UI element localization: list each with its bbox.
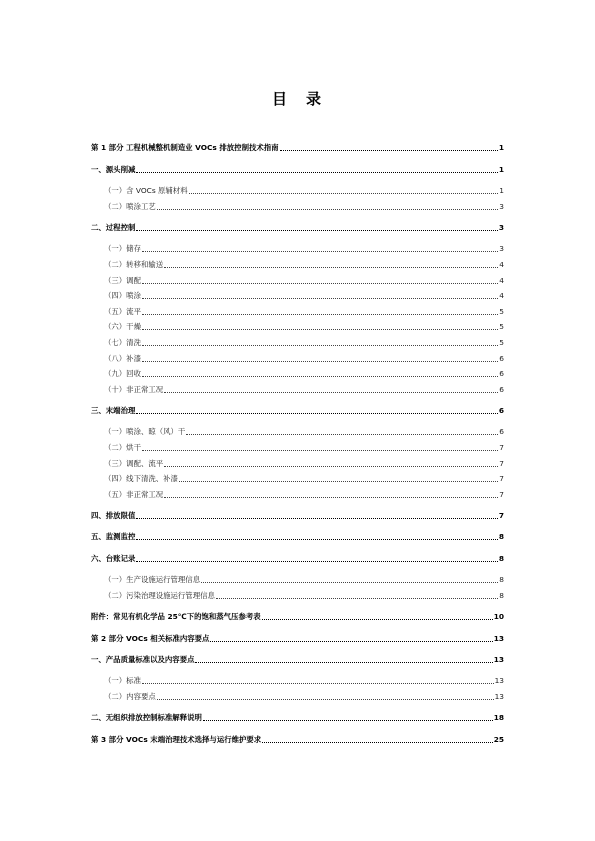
toc-page-number: 4 <box>499 291 504 300</box>
dot-leader <box>157 208 499 210</box>
toc-page-number: 1 <box>498 143 504 152</box>
toc-subentry[interactable] <box>104 367 504 379</box>
toc-page-number: 7 <box>499 474 504 483</box>
dot-leader <box>195 661 492 663</box>
toc-entry-label: （三）调配 <box>104 276 141 285</box>
toc-subentry[interactable] <box>104 383 504 395</box>
toc-subentry[interactable] <box>104 441 504 453</box>
dot-leader <box>157 698 494 700</box>
toc-entry-label: （一）储存 <box>104 244 141 253</box>
toc-page-number: 3 <box>498 223 504 232</box>
toc-entry-label: （十）非正常工况 <box>104 385 164 394</box>
toc-page-number: 6 <box>499 385 504 394</box>
toc-page-number: 3 <box>499 244 504 253</box>
toc-entry-label: （一）喷涂、晾（风）干 <box>104 427 186 436</box>
toc-page-number: 7 <box>499 443 504 452</box>
toc-subentry[interactable] <box>104 674 504 686</box>
toc-entry-label: （六）干燥 <box>104 322 141 331</box>
toc-page-number: 5 <box>499 307 504 316</box>
toc-entry-label: （一）含 VOCs 原辅材料 <box>104 186 188 195</box>
dot-leader <box>186 433 498 435</box>
toc-entry-label: 一、产品质量标准以及内容要点 <box>91 655 195 664</box>
toc-entry-label: （五）流平 <box>104 307 141 316</box>
toc-entry[interactable] <box>91 552 504 564</box>
dot-leader <box>216 597 498 599</box>
toc-page-number: 13 <box>494 676 504 685</box>
toc-entry-label: 二、过程控制 <box>91 223 136 232</box>
toc-entry[interactable] <box>91 653 504 665</box>
toc-subentry[interactable] <box>104 573 504 585</box>
toc-page-number: 10 <box>493 612 504 621</box>
toc-subentry[interactable] <box>104 184 504 196</box>
dot-leader <box>262 618 493 620</box>
toc-entry-label: （一）生产设施运行管理信息 <box>104 575 201 584</box>
toc-subentry[interactable] <box>104 274 504 286</box>
toc-page-number: 13 <box>493 655 504 664</box>
toc-page-number: 4 <box>499 260 504 269</box>
toc-entry-label: （二）内容要点 <box>104 692 156 701</box>
toc-subentry[interactable] <box>104 457 504 469</box>
toc-page-number: 8 <box>498 532 504 541</box>
toc-subentry[interactable] <box>104 352 504 364</box>
toc-page-number: 7 <box>499 459 504 468</box>
toc-subentry[interactable] <box>104 320 504 332</box>
toc-entry-label: 六、台账记录 <box>91 554 136 563</box>
dot-leader <box>142 344 498 346</box>
toc-entry-label: （一）标准 <box>104 676 141 685</box>
toc-subentry[interactable] <box>104 242 504 254</box>
dot-leader <box>142 449 498 451</box>
dot-leader <box>142 250 498 252</box>
toc-page-number: 6 <box>499 427 504 436</box>
dot-leader <box>142 360 498 362</box>
toc-entry-label: （五）非正常工况 <box>104 490 164 499</box>
dot-leader <box>142 313 498 315</box>
toc-entry-label: （二）污染治理设施运行管理信息 <box>104 591 215 600</box>
dot-leader <box>262 741 493 743</box>
toc-page-number: 3 <box>499 202 504 211</box>
toc-entry-label: （三）调配、流平 <box>104 459 164 468</box>
toc-entry[interactable] <box>91 509 504 521</box>
toc-entry-label: （四）喷涂 <box>104 291 141 300</box>
dot-leader <box>136 560 497 562</box>
toc-page-number: 7 <box>498 511 504 520</box>
toc-entry-label: （二）喷涂工艺 <box>104 202 156 211</box>
toc-entry[interactable] <box>91 711 504 723</box>
dot-leader <box>142 282 498 284</box>
toc-page-number: 8 <box>499 575 504 584</box>
toc-page-number: 25 <box>493 735 504 744</box>
dot-leader <box>142 682 494 684</box>
toc-title: 目 录 <box>271 90 323 108</box>
toc-entry[interactable] <box>91 610 504 622</box>
toc-entry[interactable] <box>91 733 504 745</box>
toc-page-number: 8 <box>499 591 504 600</box>
dot-leader <box>164 465 498 467</box>
dot-leader <box>136 229 497 231</box>
toc-entry-label: （二）转移和输送 <box>104 260 164 269</box>
toc-subentry[interactable] <box>104 289 504 301</box>
toc-entry[interactable] <box>91 163 504 175</box>
toc-page-number: 1 <box>498 165 504 174</box>
dot-leader <box>189 192 499 194</box>
toc-subentry[interactable] <box>104 488 504 500</box>
toc-page-number: 5 <box>499 338 504 347</box>
toc-page-number: 18 <box>493 713 504 722</box>
toc-entry[interactable] <box>91 632 504 644</box>
toc-page-number: 8 <box>498 554 504 563</box>
toc-entry-label: （九）回收 <box>104 369 141 378</box>
dot-leader <box>136 538 497 540</box>
toc-entry[interactable] <box>91 530 504 542</box>
toc-subentry[interactable] <box>104 336 504 348</box>
toc-entry-label: 第 1 部分 工程机械整机制造业 VOCs 排放控制技术指南 <box>91 143 279 152</box>
toc-page-number: 6 <box>499 354 504 363</box>
toc-page-number: 1 <box>499 186 504 195</box>
dot-leader <box>203 719 493 721</box>
toc-entry-label: 三、末端治理 <box>91 406 136 415</box>
toc-subentry[interactable] <box>104 200 504 212</box>
dot-leader <box>142 328 498 330</box>
toc-entry-label: 五、监测监控 <box>91 532 136 541</box>
toc-subentry[interactable] <box>104 589 504 601</box>
toc-entry-label: 第 2 部分 VOCs 相关标准内容要点 <box>91 634 210 643</box>
dot-leader <box>164 266 498 268</box>
dot-leader <box>164 391 498 393</box>
dot-leader <box>164 496 498 498</box>
toc-entry-label: （二）烘干 <box>104 443 141 452</box>
toc-page-number: 6 <box>499 369 504 378</box>
toc-page-number: 5 <box>499 322 504 331</box>
toc-page-number: 13 <box>494 692 504 701</box>
toc-page-number: 4 <box>499 276 504 285</box>
toc-entry-label: 第 3 部分 VOCs 末端治理技术选择与运行维护要求 <box>91 735 262 744</box>
dot-leader <box>136 171 497 173</box>
toc-entry-label: （七）清洗 <box>104 338 141 347</box>
toc-entry-label: 二、无组织排放控制标准解释说明 <box>91 713 202 722</box>
dot-leader <box>142 297 498 299</box>
dot-leader <box>201 581 498 583</box>
toc-entry[interactable] <box>91 404 504 416</box>
dot-leader <box>142 375 498 377</box>
dot-leader <box>136 517 497 519</box>
toc-entry-label: 四、排放限值 <box>91 511 136 520</box>
toc-entry[interactable] <box>91 221 504 233</box>
toc-subentry[interactable] <box>104 472 504 484</box>
toc-entry-label: 一、源头削减 <box>91 165 136 174</box>
toc-page-number: 7 <box>499 490 504 499</box>
toc-page-number: 6 <box>498 406 504 415</box>
toc-entry-label: （四）线下清洗、补漆 <box>104 474 178 483</box>
toc-subentry[interactable] <box>104 425 504 437</box>
toc-entry[interactable] <box>91 141 504 153</box>
toc-page-number: 13 <box>493 634 504 643</box>
toc-subentry[interactable] <box>104 305 504 317</box>
toc-subentry[interactable] <box>104 258 504 270</box>
toc-entry-label: 附件：常见有机化学品 25℃下的饱和蒸气压参考表 <box>91 612 261 621</box>
dot-leader <box>280 149 498 151</box>
toc-subentry[interactable] <box>104 690 504 702</box>
dot-leader <box>210 640 492 642</box>
toc-entry-label: （八）补漆 <box>104 354 141 363</box>
dot-leader <box>179 480 498 482</box>
dot-leader <box>136 412 497 414</box>
